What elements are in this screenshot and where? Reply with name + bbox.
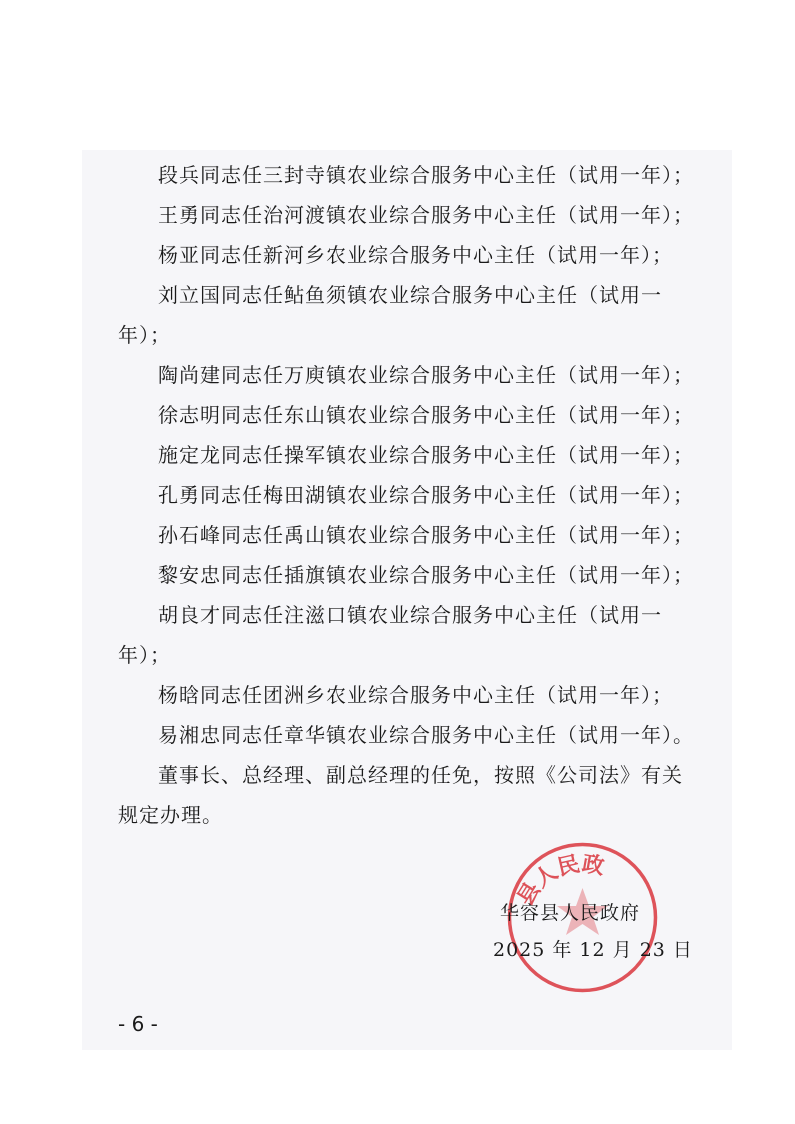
paragraph-line: 杨晗同志任团洲乡农业综合服务中心主任（试用一年）； [158,683,673,707]
paragraph-line: 孙石峰同志任禹山镇农业综合服务中心主任（试用一年）； [158,523,694,547]
paragraph-line: 施定龙同志任操军镇农业综合服务中心主任（试用一年）； [158,443,694,467]
paragraph-line: 王勇同志任治河渡镇农业综合服务中心主任（试用一年）； [158,203,694,227]
paragraph-line: 孔勇同志任梅田湖镇农业综合服务中心主任（试用一年）； [158,483,694,507]
paragraph-line: 杨亚同志任新河乡农业综合服务中心主任（试用一年）； [158,243,673,267]
document-body [118,155,698,835]
signature-org: 华容县人民政府 [500,902,641,924]
paragraph-line: 易湘忠同志任章华镇农业综合服务中心主任（试用一年）。 [158,723,694,747]
paragraph-line: 陶尚建同志任万庾镇农业综合服务中心主任（试用一年）； [158,363,694,387]
paragraph-line: 徐志明同志任东山镇农业综合服务中心主任（试用一年）； [158,403,694,427]
paragraph-line: 胡良才同志任注滋口镇农业综合服务中心主任（试用一 [158,603,662,627]
paragraph-line: 规定办理。 [118,803,223,827]
page-number: - 6 - [118,1012,158,1036]
paragraph-line: 黎安忠同志任插旗镇农业综合服务中心主任（试用一年）； [158,563,694,587]
paragraph-line: 董事长、总经理、副总经理的任免，按照《公司法》有关 [158,763,683,787]
paragraph-line: 年）； [118,323,171,347]
paragraph-line: 年）； [118,643,171,667]
seal-text: 县人民政 [512,850,607,911]
paragraph-line: 刘立国同志任鲇鱼须镇农业综合服务中心主任（试用一 [158,283,662,307]
paragraph-line: 段兵同志任三封寺镇农业综合服务中心主任（试用一年）； [158,163,694,187]
signature-date: 2025 年 12 月 23 日 [493,939,693,961]
